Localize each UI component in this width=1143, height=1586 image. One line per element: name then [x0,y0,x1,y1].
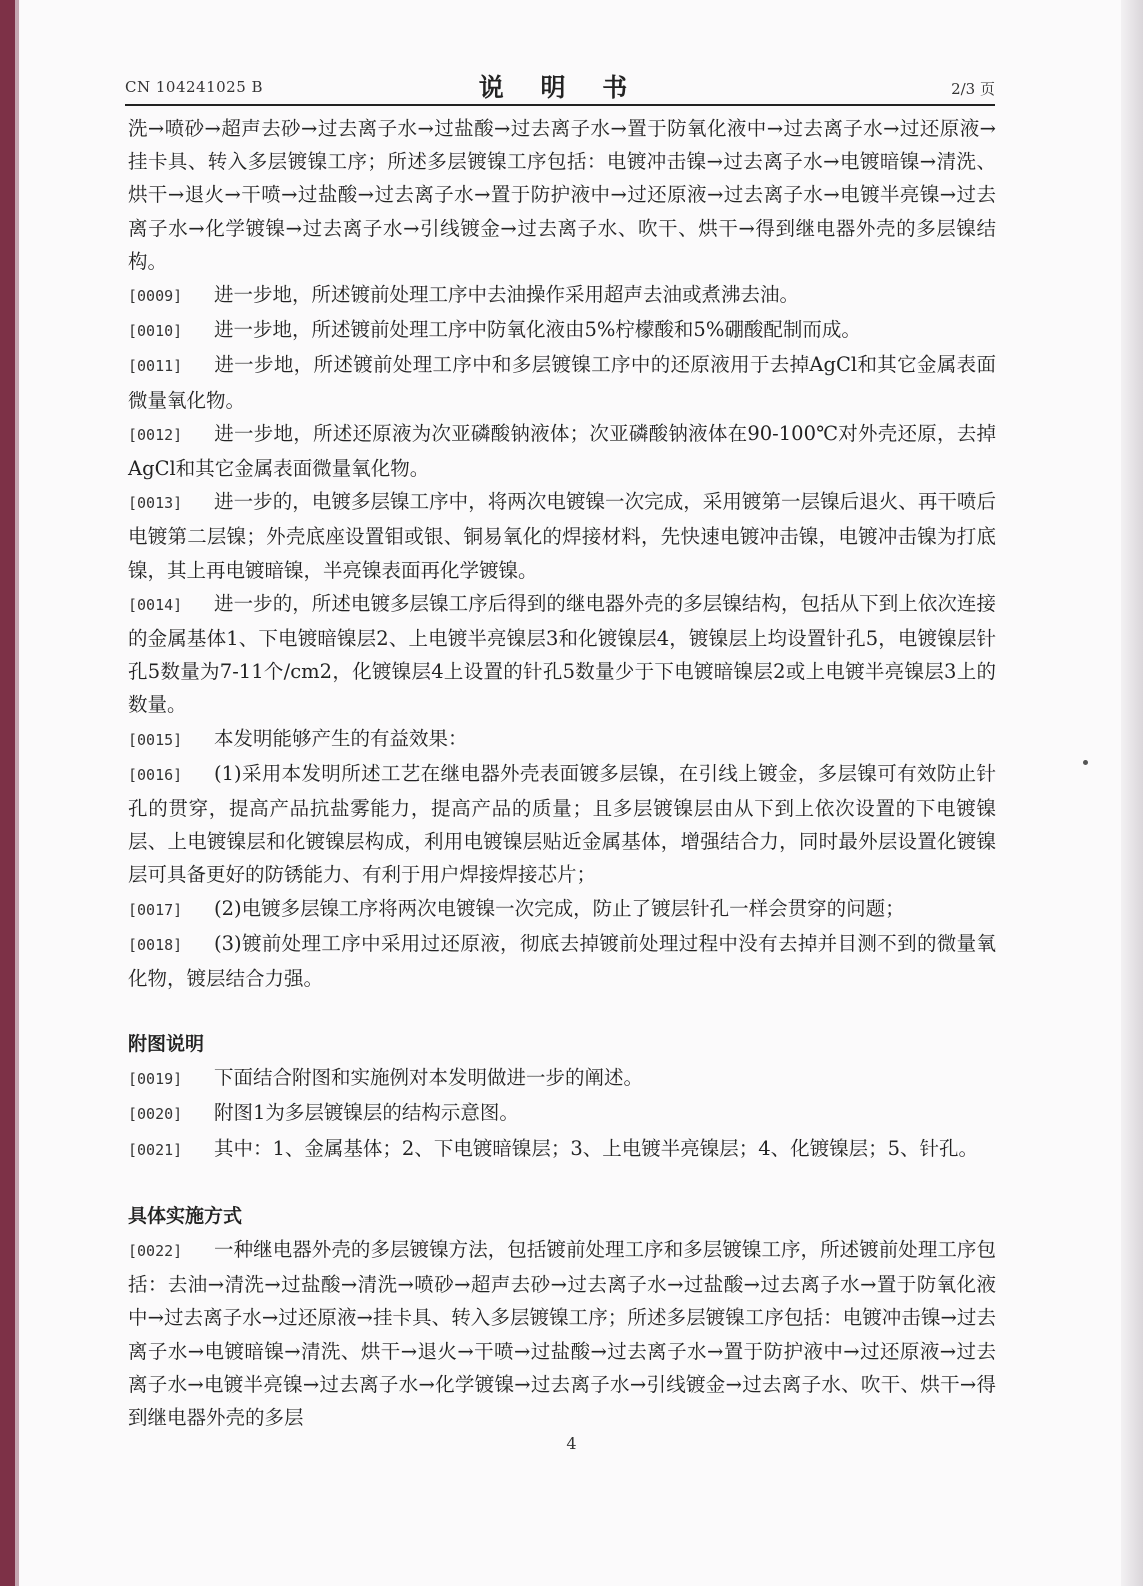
document-title: 说 明 书 [478,73,642,102]
paragraph-text: 进一步的，所述电镀多层镍工序后得到的继电器外壳的多层镍结构，包括从下到上依次连接的金属基体1、下电镀暗镍层2、上电镀半亮镍层3和化镀镍层4，镀镍层上均设置针孔5，电镀镍层针孔5数量为7-11个/cm2，化镀镍层4上设置的针孔5数量少于下电镀暗镍层2或上电镀半亮镍层3上的数量。 [128,591,996,717]
paragraph-number: [0009] [128,287,183,306]
patent-number: CN 104241025 B [125,78,264,96]
paragraph [128,313,996,348]
paragraph [128,278,996,313]
paragraph [128,587,996,722]
paragraph-text: (1)采用本发明所述工艺在继电器外壳表面镀多层镍，在引线上镀金，多层镍可有效防止针孔的贯穿，提高产品抗盐雾能力，提高产品的质量；且多层镀镍层由从下到上依次设置的下电镀镍层、上电镀镍层和化镀镍层构成，利用电镀镍层贴近金属基体，增强结合力，同时最外层设置化镀镍层可具备更好的防锈能力、有利于用户焊接焊接芯片； [128,761,996,887]
paragraph-number: [0015] [128,730,183,749]
paragraph-text: 附图1为多层镀镍层的结构示意图。 [214,1101,519,1125]
paragraph-text: 进一步的，电镀多层镍工序中，将两次电镀镍一次完成，采用镀第一层镍后退火、再干喷后电镀第二层镍；外壳底座设置钼或银、铜易氧化的焊接材料，先快速电镀冲击镍，电镀冲击镍为打底镍，其上再电镀暗镍，半亮镍表面再化学镀镍。 [128,490,996,582]
paragraph-number: [0013] [128,494,183,513]
paragraph [128,892,996,927]
paragraph-text: 其中：1、金属基体；2、下电镀暗镍层；3、上电镀半亮镍层；4、化镀镍层；5、针孔。 [214,1136,979,1160]
paragraph-text: 洗→喷砂→超声去砂→过去离子水→过盐酸→过去离子水→置于防氧化液中→过去离子水→过还原液→挂卡具、转入多层镀镍工序；所述多层镀镍工序包括：电镀冲击镍→过去离子水→电镀暗镍→清洗、烘干→退火→干喷→过盐酸→过去离子水→置于防护液中→过还原液→过去离子水→电镀半亮镍→过去离子水→化学镀镍→过去离子水→引线镀金→过去离子水、吹干、烘干→得到继电器外壳的多层镍结构。 [128,117,996,273]
paragraph-number: [0022] [128,1241,183,1260]
paragraph-number: [0016] [128,765,183,784]
paragraph-number: [0010] [128,322,183,341]
paragraph-text: 下面结合附图和实施例对本发明做进一步的阐述。 [214,1066,644,1090]
paragraph-text: 进一步地，所述镀前处理工序中防氧化液由5%柠檬酸和5%硼酸配制而成。 [214,318,861,342]
paragraph-number: [0021] [128,1140,183,1159]
page-header [125,64,995,106]
paragraph [128,722,996,757]
paragraph-text: (3)镀前处理工序中采用过还原液，彻底去掉镀前处理过程中没有去掉并目测不到的微量氧化物，镀层结合力强。 [128,931,996,991]
paragraph-text: 进一步地，所述还原液为次亚磷酸钠液体；次亚磷酸钠液体在90-100℃对外壳还原，去掉AgCl和其它金属表面微量氧化物。 [128,421,996,481]
paragraph-number: [0011] [128,357,183,376]
paragraph-text: 本发明能够产生的有益效果： [214,726,468,750]
paragraph-text: 一种继电器外壳的多层镀镍方法，包括镀前处理工序和多层镀镍工序，所述镀前处理工序包括：去油→清洗→过盐酸→清洗→喷砂→超声去砂→过去离子水→过盐酸→过去离子水→置于防氧化液中→过去离子水→过还原液→挂卡具、转入多层镀镍工序；所述多层镀镍工序包括：电镀冲击镍→过去离子水→电镀暗镍→清洗、烘干→退火→干喷→过盐酸→过去离子水→置于防护液中→过还原液→过去离子水→电镀半亮镍→过去离子水→化学镀镍→过去离子水→引线镀金→过去离子水、吹干、烘干→得到继电器外壳的多层 [128,1237,996,1429]
page-number: 4 [566,1434,577,1453]
page-edge-shadow [1121,0,1143,1586]
page-info: 2/3 页 [951,80,995,98]
paragraph-number: [0017] [128,900,183,919]
paragraph [128,757,996,892]
paragraph-text: (2)电镀多层镍工序将两次电镀镍一次完成，防止了镀层针孔一样会贯穿的问题； [214,896,905,920]
paragraph-number: [0012] [128,425,183,444]
scan-speck [1083,760,1088,765]
paragraph [128,417,996,485]
section-heading-drawings: 附图说明 [128,1033,205,1056]
document-body [128,112,996,1434]
paragraph [128,348,996,416]
paragraph-number: [0019] [128,1070,183,1089]
paragraph [128,927,996,995]
paragraph [128,485,996,587]
paragraph [128,1132,996,1167]
paragraph [128,1096,996,1131]
paragraph [128,1233,996,1434]
paragraph [128,1061,996,1096]
paragraph-text: 进一步地，所述镀前处理工序中去油操作采用超声去油或煮沸去油。 [214,283,800,307]
paragraph-continuation [128,112,996,278]
binding-strip [0,0,19,1586]
paragraph-text: 进一步地，所述镀前处理工序中和多层镀镍工序中的还原液用于去掉AgCl和其它金属表面微量氧化物。 [128,353,996,412]
section-heading-embodiment: 具体实施方式 [128,1204,243,1227]
paragraph-number: [0014] [128,595,183,614]
paragraph-number: [0018] [128,935,183,954]
paragraph-number: [0020] [128,1105,183,1124]
